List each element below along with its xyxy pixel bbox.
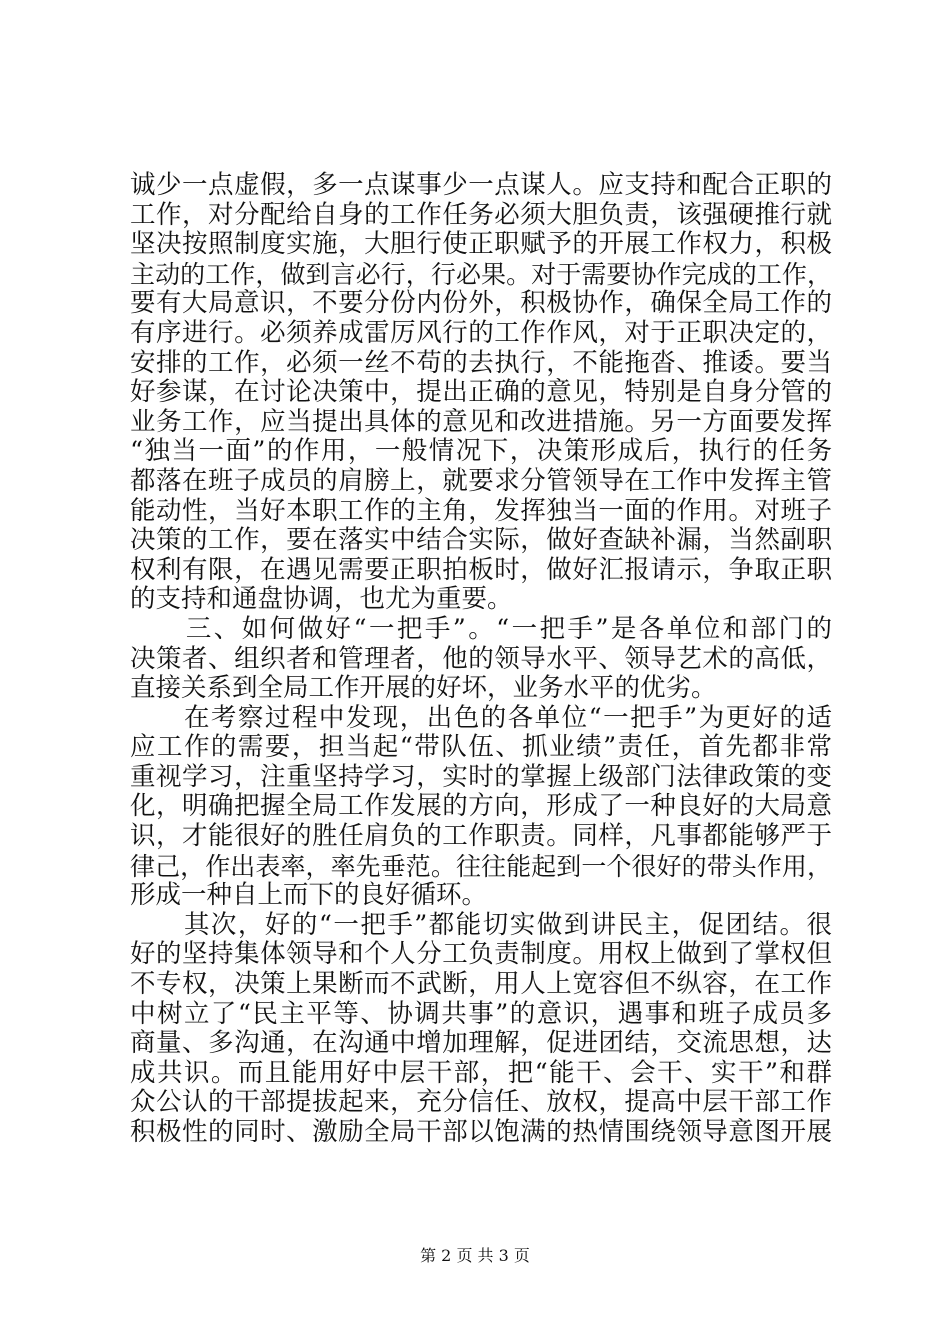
text-line: 安排的工作，必须一丝不苟的去执行，不能拖沓、推诿。要当 [130,347,832,378]
text-line: 都落在班子成员的肩膀上，就要求分管领导在工作中发挥主管 [130,465,832,496]
text-line: 能动性，当好本职工作的主角，发挥独当一面的作用。对班子 [130,495,832,526]
text-line: 坚决按照制度实施，大胆行使正职赋予的开展工作权力，积极 [130,229,832,260]
text-line: 要有大局意识，不要分份内份外，积极协作，确保全局工作的 [130,288,832,319]
text-line: 好的坚持集体领导和个人分工负责制度。用权上做到了掌权但 [130,939,832,970]
text-line: 积极性的同时、激励全局干部以饱满的热情围绕领导意图开展 [130,1117,832,1147]
text-line: 工作，对分配给自身的工作任务必须大胆负责，该强硬推行就 [130,199,832,230]
text-line: 中树立了“民主平等、协调共事”的意识，遇事和班子成员多 [130,998,832,1029]
text-line: 好参谋，在讨论决策中，提出正确的意见，特别是自身分管的 [130,377,832,408]
text-line: 形成一种自上而下的良好循环。 [130,880,488,911]
text-line: “独当一面”的作用，一般情况下，决策形成后，执行的任务 [130,436,832,467]
text-line: 律己，作出表率，率先垂范。往往能起到一个很好的带头作用， [130,851,832,881]
text-line: 众公认的干部提拔起来，充分信任、放权，提高中层干部工作 [130,1087,832,1118]
text-line: 在考察过程中发现，出色的各单位“一把手”为更好的适 [130,702,832,733]
text-line: 权利有限，在遇见需要正职拍板时，做好汇报请示，争取正职 [130,554,832,585]
text-line: 化，明确把握全局工作发展的方向，形成了一种良好的大局意 [130,791,832,822]
text-line: 成共识。而且能用好中层干部，把“能干、会干、实干”和群 [130,1057,832,1088]
text-line: 三、如何做好“一把手”。“一把手”是各单位和部门的 [130,613,832,644]
text-line: 的支持和通盘协调，也尤为重要。 [130,584,513,615]
text-line: 直接关系到全局工作开展的好坏，业务水平的优劣。 [130,673,717,704]
text-line: 识，才能很好的胜任肩负的工作职责。同样，凡事都能够严于 [130,821,832,852]
text-line: 商量、多沟通，在沟通中增加理解，促进团结，交流思想，达 [130,1028,832,1059]
text-line: 不专权，决策上果断而不武断，用人上宽容但不纵容，在工作 [130,969,832,1000]
page-footer: 第 2 页 共 3 页 [420,1246,530,1265]
text-line: 诚少一点虚假，多一点谋事少一点谋人。应支持和配合正职的 [130,170,832,200]
text-line: 决策的工作，要在落实中结合实际，做好查缺补漏，当然副职 [130,525,832,556]
text-line: 主动的工作，做到言必行，行必果。对于需要协作完成的工作， [130,259,832,289]
text-line: 应工作的需要，担当起“带队伍、抓业绩”责任，首先都非常 [130,732,832,763]
text-line: 决策者、组织者和管理者，他的领导水平、领导艺术的高低， [130,643,832,674]
text-line: 业务工作，应当提出具体的意见和改进措施。另一方面要发挥 [130,406,832,437]
text-line: 其次，好的“一把手”都能切实做到讲民主，促团结。很 [130,909,832,940]
text-line: 重视学习，注重坚持学习，实时的掌握上级部门法律政策的变 [130,761,832,792]
text-line: 有序进行。必须养成雷厉风行的工作作风，对于正职决定的， [130,317,832,348]
body-text [130,171,832,1148]
